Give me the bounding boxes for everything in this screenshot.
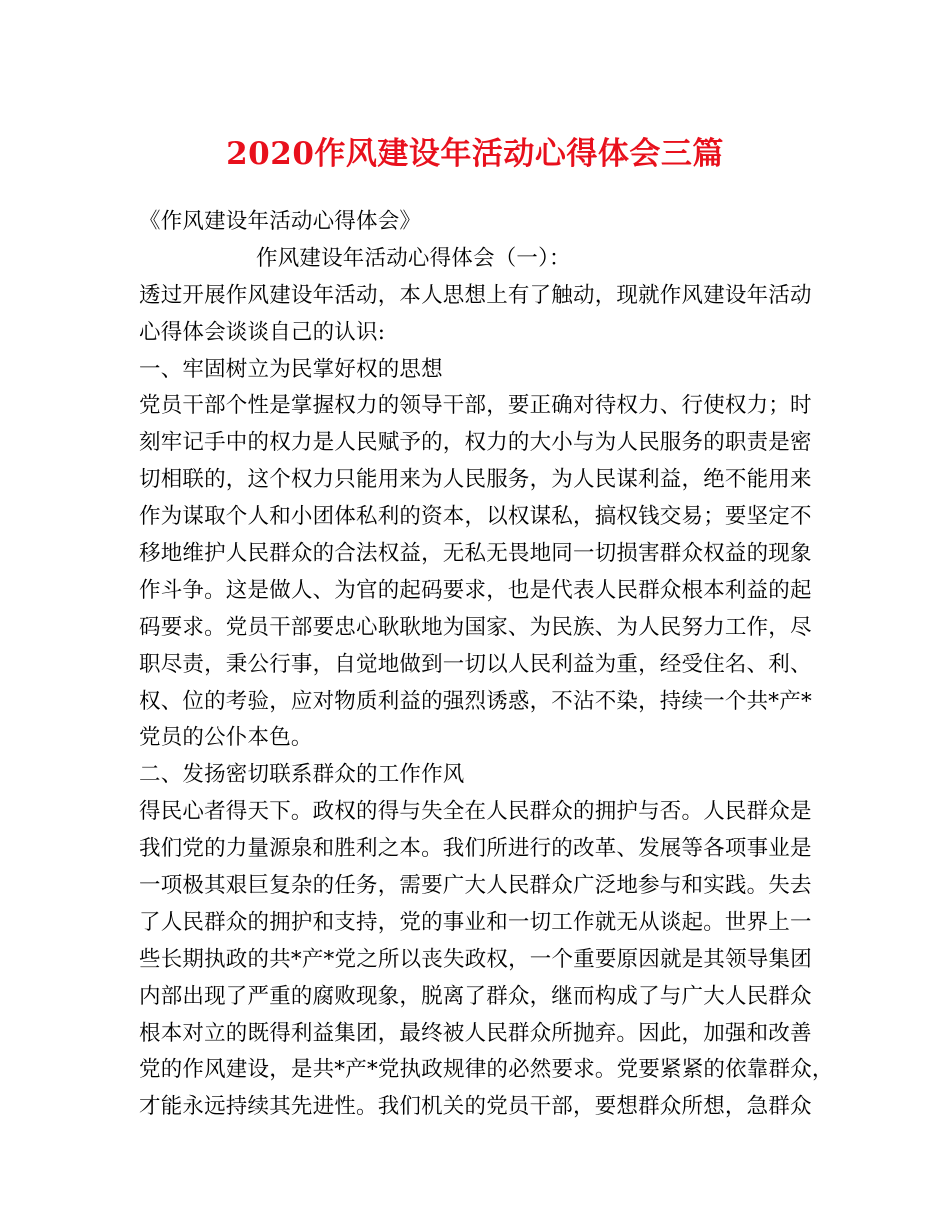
text-line: 码要求。党员干部要忠心耿耿地为国家、为民族、为人民努力工作，尽 <box>139 614 812 640</box>
text-line: 职尽责，秉公行事，自觉地做到一切以人民利益为重，经受住名、利、 <box>139 651 812 677</box>
text-line: 心得体会谈谈自己的认识: <box>139 319 386 345</box>
text-line: 些长期执政的共*产*党之所以丧失政权，一个重要原因就是其领导集团 <box>139 946 812 972</box>
text-line: 移地维护人民群众的合法权益，无私无畏地同一切损害群众权益的现象 <box>139 541 812 567</box>
section-heading: 二、发扬密切联系群众的工作作风 <box>139 762 465 788</box>
text-line: 才能永远持续其先进性。我们机关的党员干部，要想群众所想，急群众 <box>139 1094 812 1120</box>
text-line: 了人民群众的拥护和支持，党的事业和一切工作就无从谈起。世界上一 <box>139 909 812 935</box>
text-line: 党的作风建设，是共*产*党执政规律的必然要求。党要紧紧的依靠群众， <box>139 1057 834 1083</box>
text-line: 党员的公仆本色。 <box>139 725 313 751</box>
text-line: 作为谋取个人和小团体私利的资本，以权谋私，搞权钱交易；要坚定不 <box>139 504 812 530</box>
text-line: 党员干部个性是掌握权力的领导干部，要正确对待权力、行使权力；时 <box>139 393 812 419</box>
text-line: 一项极其艰巨复杂的任务，需要广大人民群众广泛地参与和实践。失去 <box>139 873 812 899</box>
text-line: 刻牢记手中的权力是人民赋予的，权力的大小与为人民服务的职责是密 <box>139 430 812 456</box>
text-line: 内部出现了严重的腐败现象，脱离了群众，继而构成了与广大人民群众 <box>139 983 812 1009</box>
text-line: 我们党的力量源泉和胜利之本。我们所进行的改革、发展等各项事业是 <box>139 836 812 862</box>
text-line: 作风建设年活动心得体会（一）： <box>256 245 571 271</box>
document-title: 2020作风建设年活动心得体会三篇 <box>226 136 724 172</box>
text-line: 《作风建设年活动心得体会》 <box>139 209 422 234</box>
text-line: 作斗争。这是做人、为官的起码要求，也是代表人民群众根本利益的起 <box>139 577 812 603</box>
section-heading: 一、牢固树立为民掌好权的思想 <box>139 356 443 382</box>
text-line: 切相联的，这个权力只能用来为人民服务，为人民谋利益，绝不能用来 <box>139 467 812 493</box>
document-body <box>139 204 834 1126</box>
text-line: 得民心者得天下。政权的得与失全在人民群众的拥护与否。人民群众是 <box>139 799 812 825</box>
text-line: 权、位的考验，应对物质利益的强烈诱惑，不沾不染，持续一个共*产* <box>139 688 812 714</box>
text-line: 根本对立的既得利益集团，最终被人民群众所抛弃。因此，加强和改善 <box>139 1020 812 1046</box>
text-line: 透过开展作风建设年活动，本人思想上有了触动，现就作风建设年活动 <box>139 282 812 308</box>
